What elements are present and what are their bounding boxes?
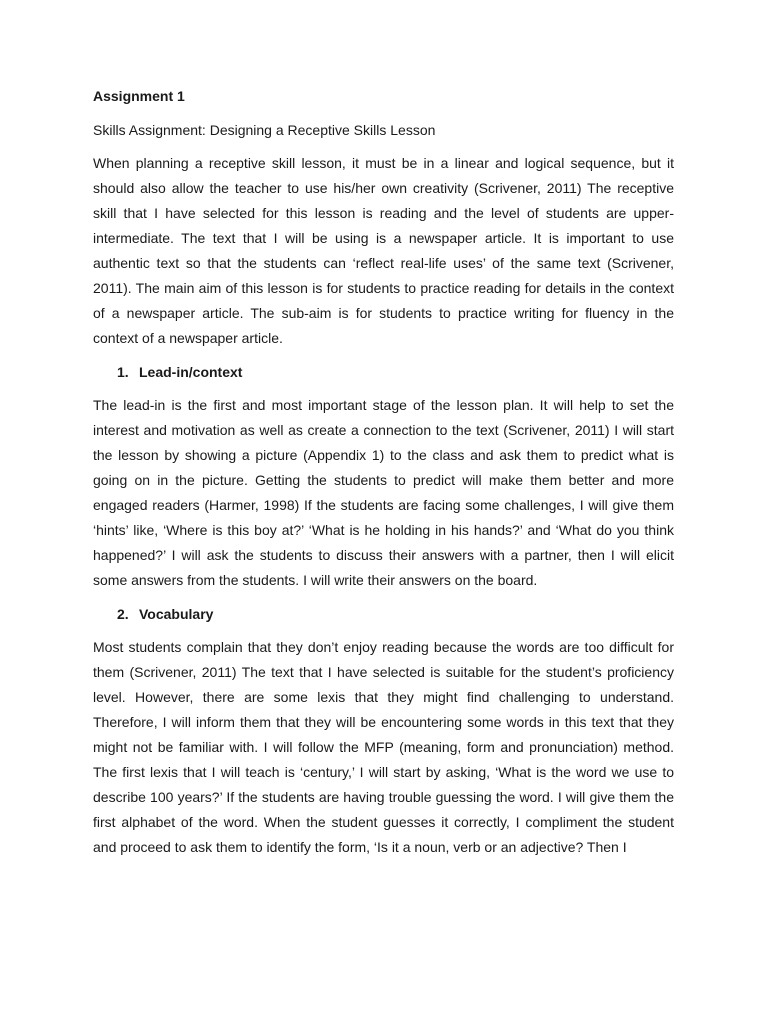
document-title: Assignment 1 [93, 88, 185, 104]
section-heading-lead-in [93, 362, 674, 382]
lead-in-paragraph: The lead-in is the first and most important stage of the lesson plan. It will help to set the interest and motivation as well as create a connection to the text (Scrivener, 2011) I will start the lesson by showing a picture (Appendix 1) to the class and ask them to predict what is going on in the picture. Getting the students to predict will make them better and more engaged readers (Harmer, 1998) If the students are facing some challenges, I will give them ‘hints’ like, ‘Where is this boy at?’ ‘What is he holding in his hands?’ and ‘What do you think happened?’ I will ask the students to discuss their answers with a partner, then I will elicit some answers from the students. I will write their answers on the board. [93, 397, 674, 588]
section-heading-text: Lead-in/context [139, 364, 243, 380]
section-heading-text: Vocabulary [139, 606, 214, 622]
section-number: 2. [117, 606, 129, 622]
document-page [93, 86, 674, 871]
section-heading-vocabulary [93, 604, 674, 624]
section-number: 1. [117, 364, 129, 380]
intro-paragraph: When planning a receptive skill lesson, it must be in a linear and logical sequence, but it should also allow the teacher to use his/her own creativity (Scrivener, 2011) The receptive skill that I have selected for this lesson is reading and the level of students are upper-intermediate. The text that I will be using is a newspaper article. It is important to use authentic text so that the students can ‘reflect real-life uses’ of the same text (Scrivener, 2011). The main aim of this lesson is for students to practice reading for details in the context of a newspaper article. The sub-aim is for students to practice writing for fluency in the context of a newspaper article. [93, 155, 674, 346]
vocabulary-paragraph: Most students complain that they don’t enjoy reading because the words are too difficult for them (Scrivener, 2011) The text that I have selected is suitable for the student’s proficiency level. However, there are some lexis that they might find challenging to understand. Therefore, I will inform them that they will be encountering some words in this text that they might not be familiar with. I will follow the MFP (meaning, form and pronunciation) method. The first lexis that I will teach is ‘century,’ I will start by asking, ‘What is the word we use to describe 100 years?’ If the students are having trouble guessing the word. I will give them the first alphabet of the word. When the student guesses it correctly, I compliment the student and proceed to ask them to identify the form, ‘Is it a noun, verb or an adjective? Then I [93, 639, 674, 855]
document-subtitle: Skills Assignment: Designing a Receptive Skills Lesson [93, 122, 436, 138]
